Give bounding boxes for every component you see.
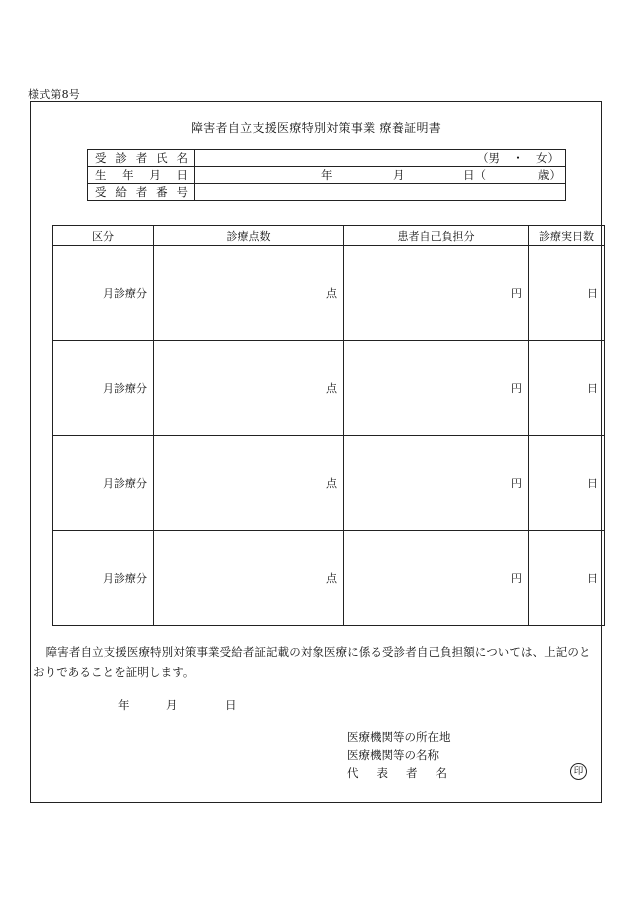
header-copay: 患者自己負担分: [344, 226, 529, 246]
institution-address-label: 医療機関等の所在地: [347, 730, 451, 744]
header-days: 診療実日数: [529, 226, 605, 246]
issue-month-unit: 月: [166, 698, 178, 712]
table-header-row: [53, 226, 605, 246]
month-cell[interactable]: 月診療分: [53, 531, 154, 626]
seal-mark: 印: [570, 763, 587, 780]
document-title: 障害者自立支援医療特別対策事業 療養証明書: [190, 121, 442, 135]
birth-year-unit: 年: [321, 168, 333, 182]
header-points: 診療点数: [154, 226, 344, 246]
birthdate-label: 生 年 月 日: [88, 167, 195, 184]
table-row: [53, 436, 605, 531]
copay-cell[interactable]: 円: [344, 341, 529, 436]
birthdate-field[interactable]: [195, 167, 566, 184]
recipient-number-row: [88, 184, 566, 201]
recipient-number-label: 受 給 者 番 号: [88, 184, 195, 201]
age-unit: 歳）: [538, 168, 561, 182]
birth-month-unit: 月: [393, 168, 405, 182]
name-field[interactable]: [195, 150, 566, 167]
days-cell[interactable]: 日: [529, 531, 605, 626]
issue-day-unit: 日: [225, 698, 237, 712]
birth-day-unit: 日（: [463, 168, 486, 182]
month-cell[interactable]: 月診療分: [53, 436, 154, 531]
points-cell[interactable]: 点: [154, 531, 344, 626]
gender-selector[interactable]: （男 ・ 女）: [477, 151, 559, 165]
form-number: 様式第8号: [28, 88, 80, 101]
institution-name-label: 医療機関等の名称: [347, 748, 439, 762]
days-cell[interactable]: 日: [529, 341, 605, 436]
days-cell[interactable]: 日: [529, 436, 605, 531]
month-cell[interactable]: 月診療分: [53, 246, 154, 341]
certification-statement: 障害者自立支援医療特別対策事業受給者証記載の対象医療に係る受診者自己負担額については、上記のとおりであることを証明します。: [33, 645, 591, 679]
table-row: [53, 341, 605, 436]
name-label: 受 診 者 氏 名: [88, 150, 195, 167]
copay-cell[interactable]: 円: [344, 531, 529, 626]
name-row: [88, 150, 566, 167]
header-category: 区分: [53, 226, 154, 246]
copay-cell[interactable]: 円: [344, 436, 529, 531]
representative-label: 代 表 者 名: [347, 766, 447, 780]
issue-year-unit: 年: [118, 698, 130, 712]
treatment-table: [52, 225, 605, 626]
points-cell[interactable]: 点: [154, 341, 344, 436]
birthdate-row: [88, 167, 566, 184]
patient-info-table: [87, 149, 566, 201]
copay-cell[interactable]: 円: [344, 246, 529, 341]
points-cell[interactable]: 点: [154, 436, 344, 531]
recipient-number-field[interactable]: [195, 184, 566, 201]
table-row: [53, 531, 605, 626]
points-cell[interactable]: 点: [154, 246, 344, 341]
days-cell[interactable]: 日: [529, 246, 605, 341]
table-row: [53, 246, 605, 341]
month-cell[interactable]: 月診療分: [53, 341, 154, 436]
